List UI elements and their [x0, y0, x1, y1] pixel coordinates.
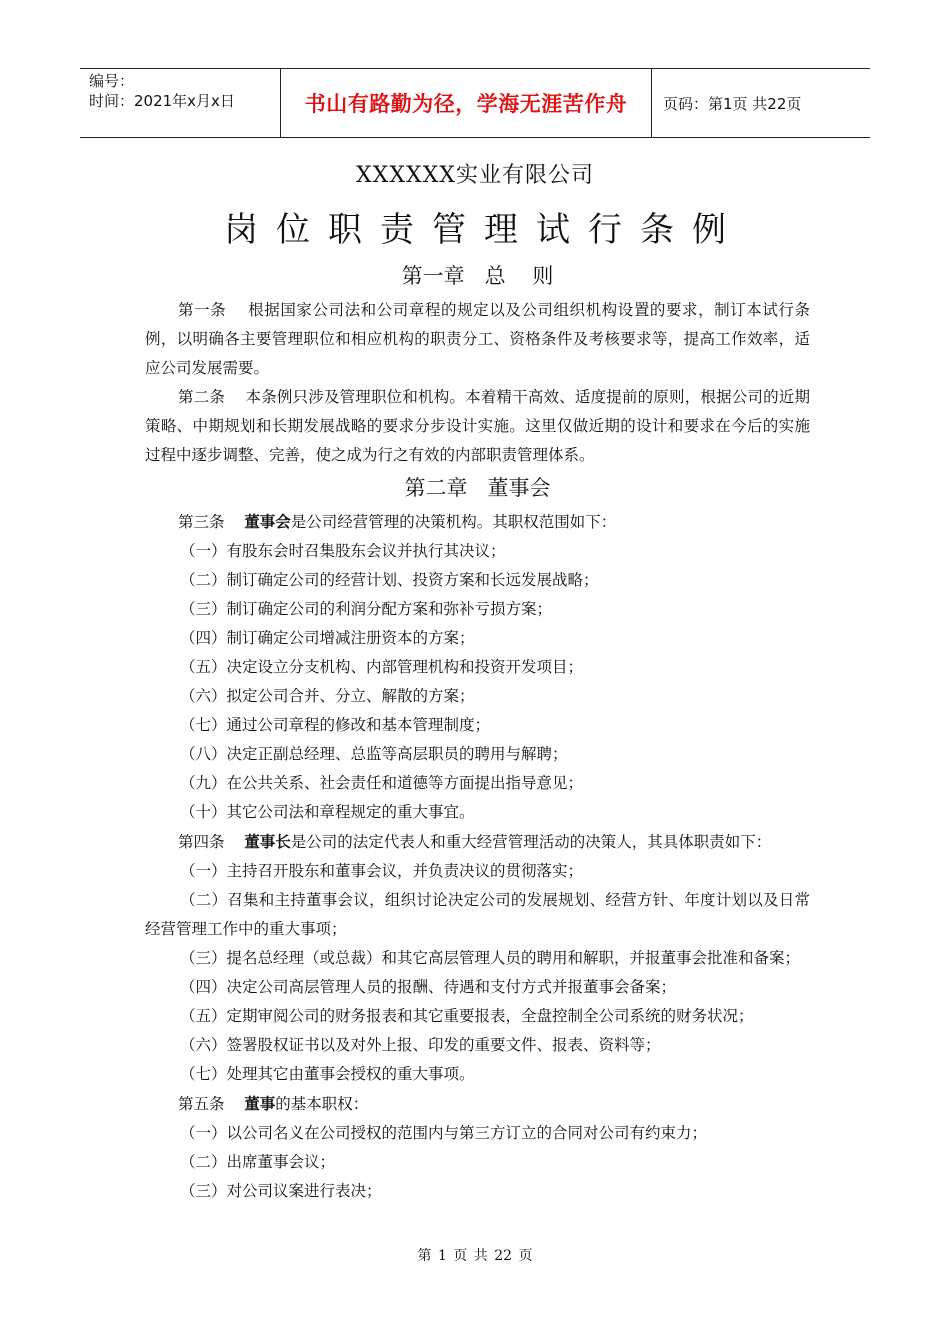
header-left-cell	[80, 69, 280, 137]
article-5	[145, 1089, 810, 1119]
list-item: （五）定期审阅公司的财务报表和其它重要报表，全盘控制全公司系统的财务状况；	[180, 1007, 754, 1025]
article-3-number: 第三条	[178, 513, 245, 531]
article-3-text: 是公司经营管理的决策机构。其职权范围如下：	[290, 513, 617, 531]
list-item: （二）出席董事会议；	[180, 1153, 336, 1171]
list-item: （一）主持召开股东和董事会议，并负责决议的贯彻落实；	[180, 862, 584, 880]
article-5-items	[145, 1119, 810, 1206]
time-label: 时间：2021年x月x日	[89, 92, 235, 110]
article-1: 第一条 根据国家公司法和公司章程的规定以及公司组织机构设置的要求，制订本试行条例，以明确各主要管理职位和相应机构的职责分工、资格条件及考核要求等，提高工作效率，适应公司发展需要。	[145, 301, 810, 377]
page-footer: 第 1 页 共 22 页	[417, 1248, 533, 1264]
list-item: （七）处理其它由董事会授权的重大事项。	[180, 1065, 475, 1083]
article-3-items	[145, 537, 810, 827]
list-item: （一）有股东会时召集股东会议并执行其决议；	[180, 542, 506, 560]
company-name: XXXXXX实业有限公司	[356, 163, 594, 188]
article-4	[145, 827, 810, 857]
article-4-text: 是公司的法定代表人和重大经营管理活动的决策人，其具体职责如下：	[290, 833, 772, 851]
chapter-1-heading: 第一章 总 则	[401, 264, 554, 288]
motto: 书山有路勤为径，学海无涯苦作舟	[280, 69, 652, 137]
article-5-number: 第五条	[178, 1095, 245, 1113]
article-4-number: 第四条	[178, 833, 245, 851]
number-label: 编号：	[89, 72, 135, 90]
page-label: 页码：第1页 共22页	[663, 94, 802, 113]
list-item: （六）签署股权证书以及对外上报、印发的重要文件、报表、资料等；	[180, 1036, 661, 1054]
article-3-subject: 董事会	[244, 512, 291, 531]
list-item: （五）决定设立分支机构、内部管理机构和投资开发项目；	[180, 658, 584, 676]
list-item: （八）决定正副总经理、总监等高层职员的聘用与解聘；	[180, 745, 568, 763]
article-5-subject: 董事	[244, 1094, 276, 1113]
article-5-text: 的基本职权：	[275, 1095, 369, 1113]
article-3	[145, 507, 810, 537]
header-table	[80, 68, 870, 138]
list-item: （一）以公司名义在公司授权的范围内与第三方订立的合同对公司有约束力；	[180, 1124, 708, 1142]
list-item: （七）通过公司章程的修改和基本管理制度；	[180, 716, 491, 734]
article-4-items	[145, 857, 810, 1089]
article-2: 第二条 本条例只涉及管理职位和机构。本着精干高效、适度提前的原则，根据公司的近期策略、中期规划和长期发展战略的要求分步设计实施。这里仅做近期的设计和要求在今后的实施过程中逐步调整、完善，使之成为行之有效的内部职责管理体系。	[145, 388, 810, 464]
list-item: （三）对公司议案进行表决；	[180, 1182, 382, 1200]
list-item: （十）其它公司法和章程规定的重大事宜。	[180, 803, 475, 821]
list-item: （四）决定公司高层管理人员的报酬、待遇和支付方式并报董事会备案；	[180, 978, 677, 996]
list-item: （三）制订确定公司的利润分配方案和弥补亏损方案；	[180, 600, 553, 618]
list-item: （六）拟定公司合并、分立、解散的方案；	[180, 687, 475, 705]
document-title: 岗位职责管理试行条例	[224, 210, 744, 250]
list-item: （二）制订确定公司的经营计划、投资方案和长远发展战略；	[180, 571, 599, 589]
list-item: （九）在公共关系、社会责任和道德等方面提出指导意见；	[180, 774, 584, 792]
list-item: （三）提名总经理（或总裁）和其它高层管理人员的聘用和解职，并报董事会批准和备案；	[180, 949, 801, 967]
article-4-subject: 董事长	[244, 832, 291, 851]
document-body	[145, 258, 810, 1206]
list-item: （二）召集和主持董事会议，组织讨论决定公司的发展规划、经营方针、年度计划以及日常经营管理工作中的重大事项；	[145, 891, 810, 938]
list-item: （四）制订确定公司增减注册资本的方案；	[180, 629, 475, 647]
chapter-2-heading: 第二章 董事会	[404, 476, 551, 500]
